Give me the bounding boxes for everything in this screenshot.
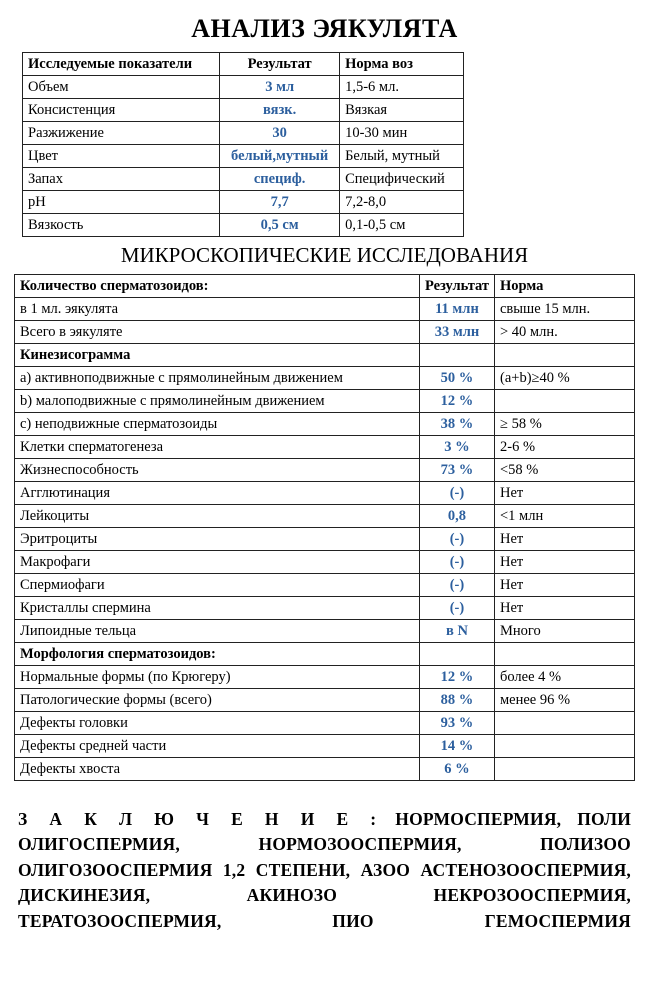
row-label: pH — [23, 191, 220, 214]
row-result: 33 млн — [419, 321, 494, 344]
row-result — [419, 344, 494, 367]
row-result: 12 % — [419, 390, 494, 413]
row-result: 12 % — [419, 666, 494, 689]
row-result: (-) — [419, 551, 494, 574]
row-norm: (a+b)≥40 % — [495, 367, 635, 390]
column-header-result: Результат — [419, 275, 494, 298]
row-norm: Нет — [495, 528, 635, 551]
table-row — [15, 597, 635, 620]
table-row — [15, 482, 635, 505]
column-header-count: Количество сперматозоидов: — [15, 275, 420, 298]
row-result: 7,7 — [220, 191, 340, 214]
table-header-row — [15, 275, 635, 298]
row-label: Липоидные тельца — [15, 620, 420, 643]
row-norm — [495, 735, 635, 758]
row-norm: Специфический — [340, 168, 464, 191]
row-label: b) малоподвижные с прямолинейным движением — [15, 390, 420, 413]
row-result: (-) — [419, 528, 494, 551]
table-row — [15, 712, 635, 735]
table-row — [23, 214, 464, 237]
row-label: Патологические формы (всего) — [15, 689, 420, 712]
row-norm: свыше 15 млн. — [495, 298, 635, 321]
macro-table-body — [23, 53, 464, 237]
row-result: 3 % — [419, 436, 494, 459]
table-row — [15, 298, 635, 321]
table-header-row — [23, 53, 464, 76]
row-norm: 1,5-6 мл. — [340, 76, 464, 99]
table-row — [23, 99, 464, 122]
row-label: Запах — [23, 168, 220, 191]
row-label: Объем — [23, 76, 220, 99]
table-row — [15, 574, 635, 597]
row-result: 14 % — [419, 735, 494, 758]
row-result: 88 % — [419, 689, 494, 712]
row-result: 93 % — [419, 712, 494, 735]
row-label: Консистенция — [23, 99, 220, 122]
row-norm: Нет — [495, 574, 635, 597]
table-subheader-row — [15, 643, 635, 666]
row-result: 38 % — [419, 413, 494, 436]
row-norm: 7,2-8,0 — [340, 191, 464, 214]
row-norm: 2-6 % — [495, 436, 635, 459]
page-title: АНАЛИЗ ЭЯКУЛЯТА — [191, 14, 458, 43]
column-header-indicator: Исследуемые показатели — [23, 53, 220, 76]
table-row — [15, 367, 635, 390]
row-norm: Нет — [495, 597, 635, 620]
row-norm: <1 млн — [495, 505, 635, 528]
row-result: 6 % — [419, 758, 494, 781]
row-result: (-) — [419, 482, 494, 505]
conclusion-label: З А К Л Ю Ч Е Н И Е : — [18, 809, 380, 829]
row-result: в N — [419, 620, 494, 643]
conclusion-text: НОРМОСПЕРМИЯ, ПОЛИ ОЛИГОСПЕРМИЯ, НОРМОЗООСПЕРМИЯ, ПОЛИЗОО ОЛИГОЗООСПЕРМИЯ 1,2 СТЕПЕНИ, АЗОО АСТЕНОЗООСПЕРМИЯ, ДИСКИНЕЗИЯ, АКИНОЗО НЕКРОЗООСПЕРМИЯ, ТЕРАТОЗООСПЕРМИЯ, ПИО ГЕМОСПЕРМИЯ — [18, 809, 632, 931]
row-norm: Много — [495, 620, 635, 643]
row-norm: Белый, мутный — [340, 145, 464, 168]
row-result: 0,8 — [419, 505, 494, 528]
row-norm: Нет — [495, 482, 635, 505]
section-title-microscopic: МИКРОСКОПИЧЕСКИЕ ИССЛЕДОВАНИЯ — [120, 243, 529, 267]
table-row — [23, 76, 464, 99]
table-row — [15, 436, 635, 459]
table-row — [23, 168, 464, 191]
row-label: Спермиофаги — [15, 574, 420, 597]
micro-table-body — [15, 275, 635, 781]
row-norm — [495, 390, 635, 413]
row-norm: менее 96 % — [495, 689, 635, 712]
row-result: 50 % — [419, 367, 494, 390]
table-row — [15, 459, 635, 482]
row-result: 0,5 см — [220, 214, 340, 237]
row-result: 30 — [220, 122, 340, 145]
row-label: Вязкость — [23, 214, 220, 237]
conclusion-block — [14, 807, 635, 934]
row-label: Кристаллы спермина — [15, 597, 420, 620]
row-label: а) активноподвижные с прямолинейным движением — [15, 367, 420, 390]
row-label: Цвет — [23, 145, 220, 168]
row-norm — [495, 758, 635, 781]
row-result: 73 % — [419, 459, 494, 482]
row-result: 3 мл — [220, 76, 340, 99]
table-row — [15, 551, 635, 574]
table-row — [15, 321, 635, 344]
row-label: Дефекты головки — [15, 712, 420, 735]
row-result: (-) — [419, 597, 494, 620]
row-label: Жизнеспособность — [15, 459, 420, 482]
row-label: Агглютинация — [15, 482, 420, 505]
column-header-norm: Норма — [495, 275, 635, 298]
table-row — [15, 413, 635, 436]
row-label: Макрофаги — [15, 551, 420, 574]
row-norm: <58 % — [495, 459, 635, 482]
row-label: Лейкоциты — [15, 505, 420, 528]
row-result: белый,мутный — [220, 145, 340, 168]
row-norm — [495, 712, 635, 735]
row-norm: ≥ 58 % — [495, 413, 635, 436]
column-header-norm: Норма воз — [340, 53, 464, 76]
macroscopic-analysis-table — [22, 52, 464, 237]
table-row — [15, 390, 635, 413]
table-row — [23, 145, 464, 168]
row-label: Дефекты хвоста — [15, 758, 420, 781]
row-norm: > 40 млн. — [495, 321, 635, 344]
row-norm: Вязкая — [340, 99, 464, 122]
row-result: вязк. — [220, 99, 340, 122]
column-header-result: Результат — [220, 53, 340, 76]
table-row — [15, 735, 635, 758]
table-row — [15, 505, 635, 528]
row-label: Разжижение — [23, 122, 220, 145]
table-row — [15, 666, 635, 689]
row-norm: более 4 % — [495, 666, 635, 689]
row-result: 11 млн — [419, 298, 494, 321]
row-label: Клетки сперматогенеза — [15, 436, 420, 459]
row-result: специф. — [220, 168, 340, 191]
row-label: Дефекты средней части — [15, 735, 420, 758]
row-norm: Нет — [495, 551, 635, 574]
microscopic-analysis-table — [14, 274, 635, 781]
table-row — [23, 122, 464, 145]
row-norm — [495, 344, 635, 367]
table-row — [15, 620, 635, 643]
row-norm — [495, 643, 635, 666]
row-label: Нормальные формы (по Крюгеру) — [15, 666, 420, 689]
row-label: Морфология сперматозоидов: — [15, 643, 420, 666]
table-row — [15, 689, 635, 712]
row-label: с) неподвижные сперматозоиды — [15, 413, 420, 436]
row-result — [419, 643, 494, 666]
row-norm: 0,1-0,5 см — [340, 214, 464, 237]
row-label: в 1 мл. эякулята — [15, 298, 420, 321]
row-label: Эритроциты — [15, 528, 420, 551]
row-label: Всего в эякуляте — [15, 321, 420, 344]
table-row — [15, 758, 635, 781]
row-result: (-) — [419, 574, 494, 597]
row-label: Кинезисограмма — [15, 344, 420, 367]
table-row — [23, 191, 464, 214]
table-subheader-row — [15, 344, 635, 367]
row-norm: 10-30 мин — [340, 122, 464, 145]
table-row — [15, 528, 635, 551]
